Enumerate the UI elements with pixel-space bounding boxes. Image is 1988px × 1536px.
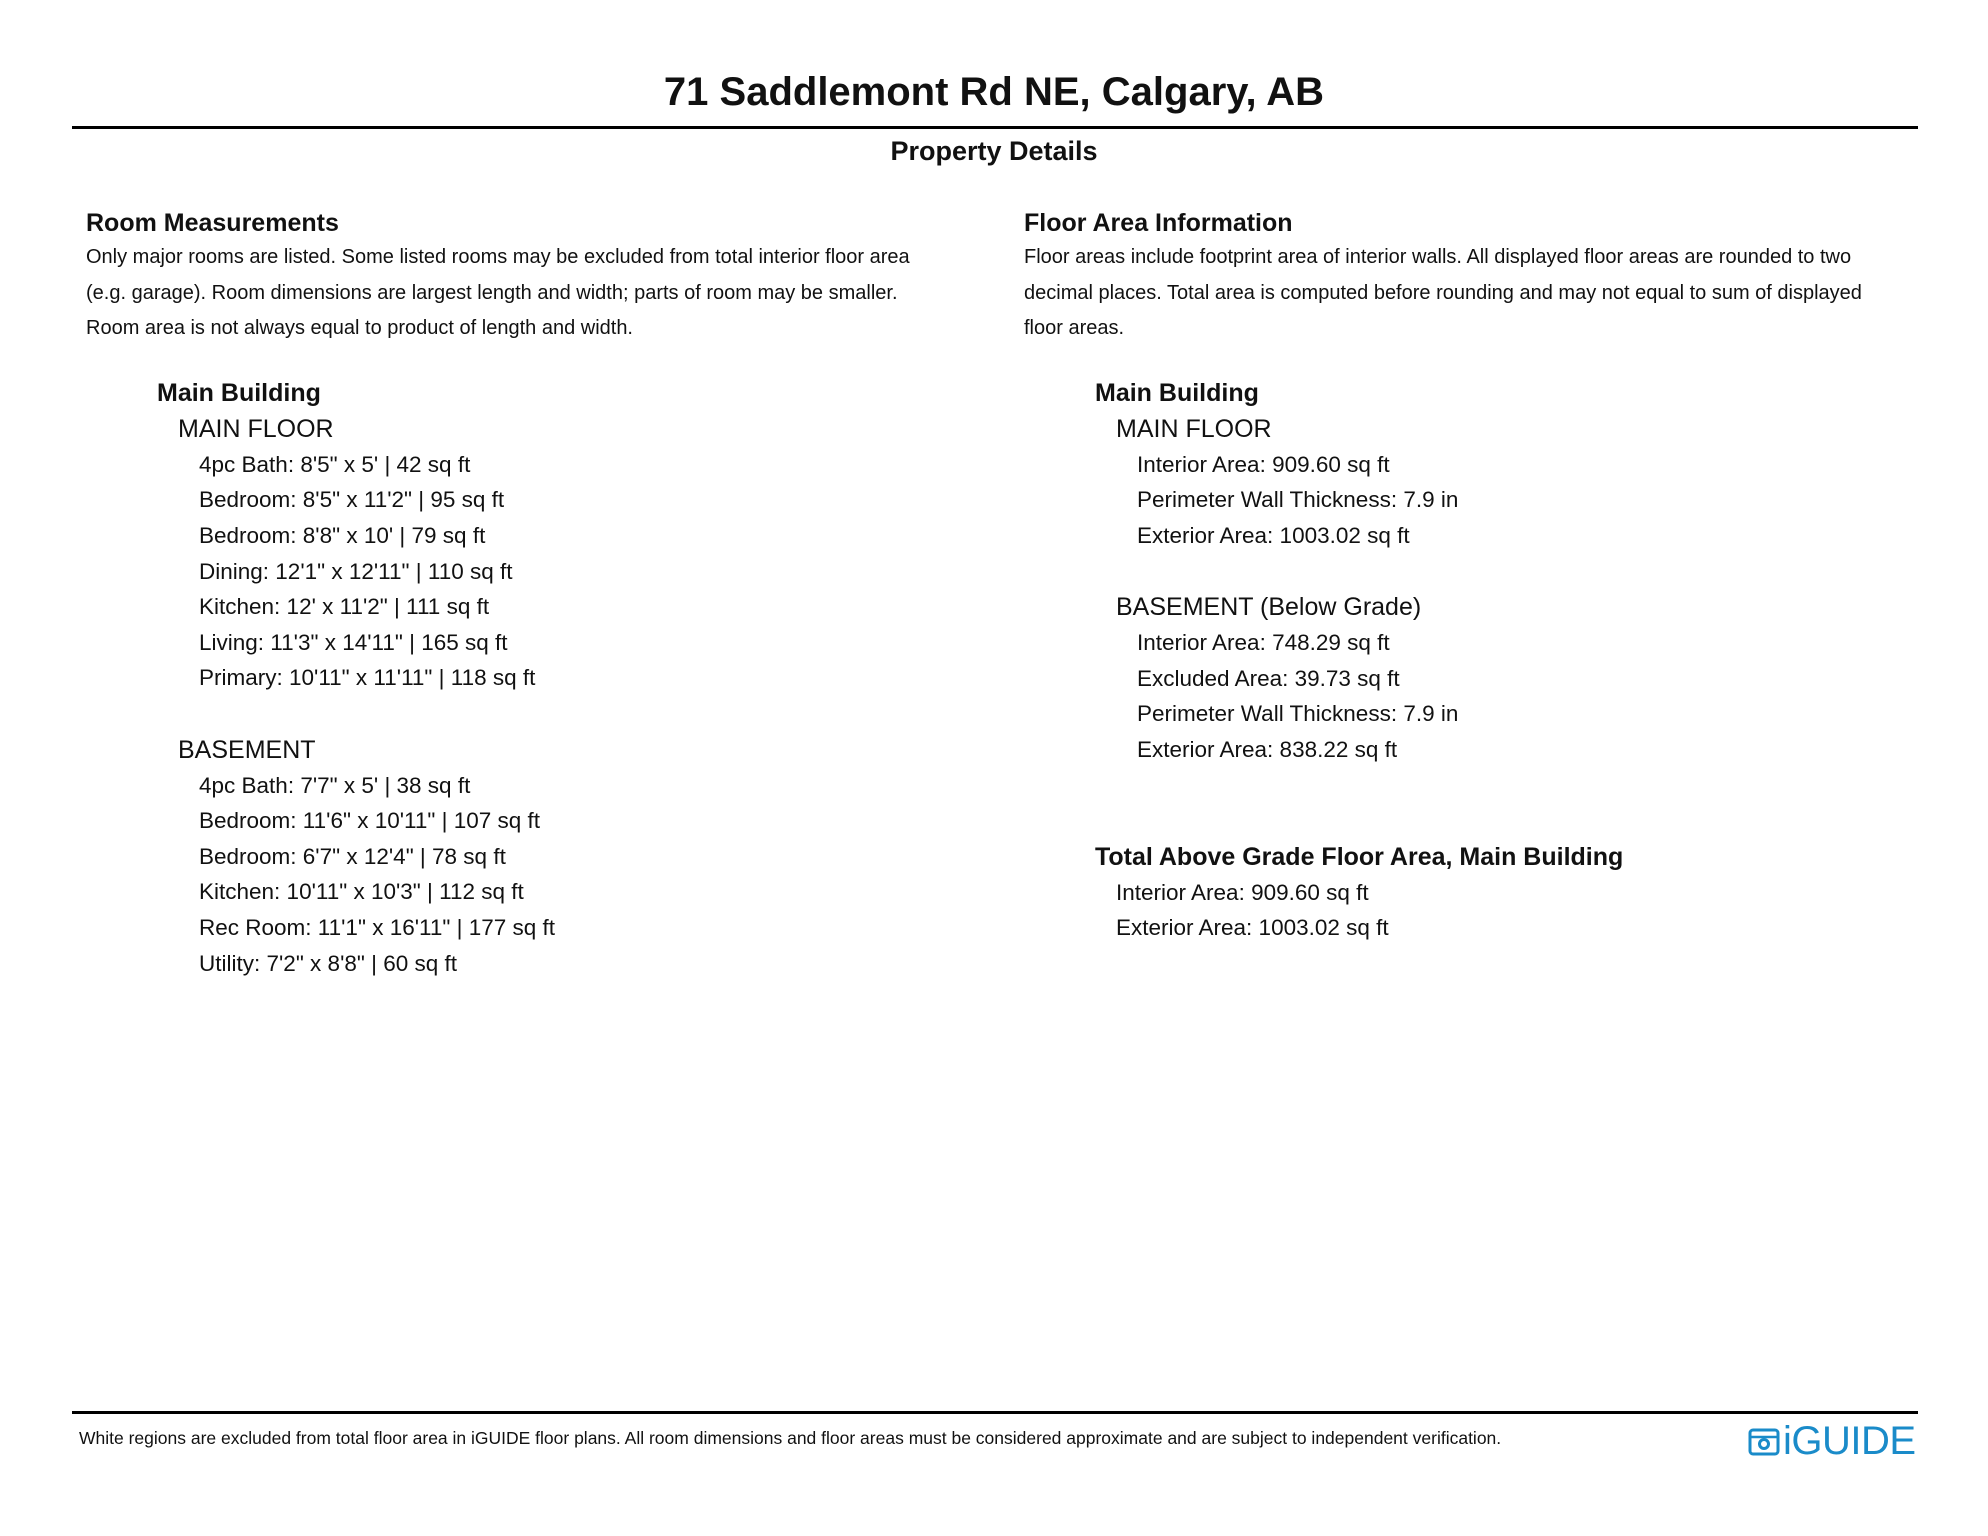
spacer (86, 696, 986, 732)
building-heading: Main Building (157, 378, 321, 407)
room-item: Dining: 12'1" x 12'11" | 110 sq ft (199, 558, 513, 584)
area-item: Interior Area: 748.29 sq ft (1137, 630, 1390, 656)
room-item: Bedroom: 6'7" x 12'4" | 78 sq ft (199, 843, 506, 869)
room-item: Bedroom: 8'8" x 10' | 79 sq ft (199, 522, 486, 548)
building-heading: Main Building (1095, 378, 1259, 407)
floor-area-intro-line: decimal places. Total area is computed before rounding and may not equal to sum of displayed (1024, 281, 1862, 304)
area-item: Interior Area: 909.60 sq ft (1137, 451, 1390, 477)
floor-area-heading: Floor Area Information (1024, 209, 1293, 237)
area-item: Perimeter Wall Thickness: 7.9 in (1137, 701, 1459, 727)
room-item: 4pc Bath: 8'5" x 5' | 42 sq ft (199, 451, 471, 477)
area-item: Excluded Area: 39.73 sq ft (1137, 665, 1400, 691)
spacer (1024, 554, 1924, 590)
room-item: Living: 11'3" x 14'11" | 165 sq ft (199, 629, 508, 655)
room-item: Bedroom: 8'5" x 11'2" | 95 sq ft (199, 487, 505, 513)
room-measurements-building (86, 375, 986, 981)
room-measurements-intro-line: Only major rooms are listed. Some listed rooms may be excluded from total interior floor area (86, 246, 910, 268)
floor-area-building (1024, 375, 1924, 946)
area-item: Perimeter Wall Thickness: 7.9 in (1137, 487, 1459, 513)
footer-divider (72, 1411, 1918, 1414)
room-item: Primary: 10'11" x 11'11" | 118 sq ft (199, 665, 536, 691)
room-item: Utility: 7'2" x 8'8" | 60 sq ft (199, 950, 458, 976)
room-measurements-section (86, 206, 986, 981)
logo-text: iGUIDE (1783, 1419, 1916, 1463)
page-subtitle: Property Details (890, 136, 1098, 166)
spacer (1024, 768, 1924, 839)
area-item: Exterior Area: 838.22 sq ft (1137, 736, 1398, 762)
floor-area-intro-line: Floor areas include footprint area of interior walls. All displayed floor areas are rounded to two (1024, 246, 1852, 268)
floor-heading-main: MAIN FLOOR (1116, 414, 1272, 443)
room-item: Kitchen: 12' x 11'2" | 111 sq ft (199, 594, 490, 620)
room-item: Rec Room: 11'1" x 16'11" | 177 sq ft (199, 914, 556, 940)
floor-area-intro-line: floor areas. (1024, 317, 1125, 340)
floor-area-section (1024, 206, 1924, 946)
area-item: Exterior Area: 1003.02 sq ft (1137, 522, 1410, 548)
room-measurements-heading: Room Measurements (86, 209, 339, 237)
total-area-item: Exterior Area: 1003.02 sq ft (1116, 915, 1389, 941)
footer-disclaimer: White regions are excluded from total floor area in iGUIDE floor plans. All room dimensions and floor areas must be considered approximate and are subject to independent verification. (79, 1428, 1502, 1448)
iguide-logo (1748, 1420, 1916, 1462)
header-divider (72, 126, 1918, 129)
floor-heading-basement: BASEMENT (Below Grade) (1116, 593, 1422, 622)
page-title: 71 Saddlemont Rd NE, Calgary, AB (663, 70, 1325, 114)
room-item: Bedroom: 11'6" x 10'11" | 107 sq ft (199, 808, 541, 834)
camera-icon (1748, 1425, 1780, 1457)
total-area-heading: Total Above Grade Floor Area, Main Building (1095, 842, 1624, 871)
room-measurements-intro-line: Room area is not always equal to product of length and width. (86, 317, 633, 340)
room-item: Kitchen: 10'11" x 10'3" | 112 sq ft (199, 879, 524, 905)
total-area-item: Interior Area: 909.60 sq ft (1116, 879, 1369, 905)
floor-heading-basement: BASEMENT (178, 735, 316, 764)
room-item: 4pc Bath: 7'7" x 5' | 38 sq ft (199, 772, 471, 798)
floor-heading-main: MAIN FLOOR (178, 414, 334, 443)
room-measurements-intro-line: (e.g. garage). Room dimensions are largest length and width; parts of room may be smaller. (86, 281, 898, 304)
